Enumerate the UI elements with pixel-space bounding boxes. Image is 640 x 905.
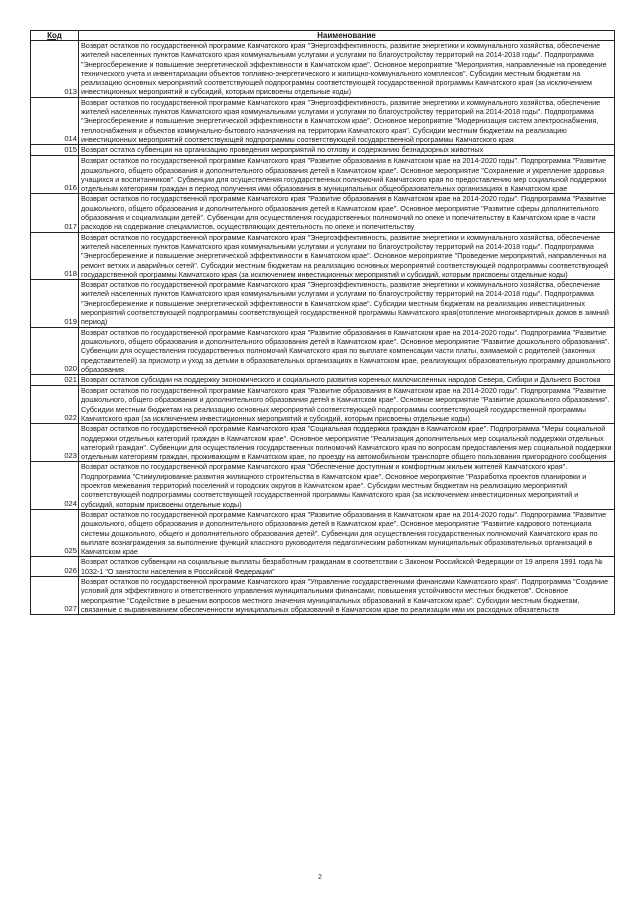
table-row	[31, 41, 615, 98]
table-row	[31, 232, 615, 279]
row-code: 025	[31, 509, 79, 556]
row-name: Возврат остатков по государственной программе Камчатского края "Обеспечение доступным и комфортным жильем жителей Камчатского края". Подпрограмма "Стимулирование развития жилищного строительства в Камчатском крае". Основное мероприятие "Разработка проектов планировки и проектов межевания территорий поселений и городских округов в Камчатском крае". Субсидии местным бюджетам на реализацию мероприятий соответствующей подпрограммы соответствующей государственной программы Камчатского края (за исключением инвестиционных мероприятий и субсидий, которым присвоены отдельные коды)	[79, 462, 615, 509]
codes-table	[30, 30, 615, 615]
row-code: 023	[31, 424, 79, 462]
row-code: 026	[31, 557, 79, 577]
row-name: Возврат остатков субсидии на поддержку экономического и социального развития коренных малочисленных народов Севера, Сибири и Дальнего Востока	[79, 375, 615, 386]
table-row	[31, 194, 615, 232]
table-row	[31, 280, 615, 327]
row-name: Возврат остатков по государственной программе Камчатского края "Развитие образования в Камчатском крае на 2014-2020 годы". Подпрограмма "Развитие дошкольного, общего образования и дополнительного образования детей в Камчатском крае". Основное мероприятие "Развитие дошкольного образования". Субвенции для осуществления государственных полномочий Камчатского края по выплате компенсации части платы, взимаемой с родителей (законных представителей) за присмотр и уход за детьми в образовательных организациях в Камчатском крае, реализующих образовательную программу дошкольного образования	[79, 327, 615, 374]
table-row	[31, 509, 615, 556]
column-header-code: Код	[31, 31, 79, 41]
row-name: Возврат остатков по государственной программе Камчатского края "Развитие образования в Камчатском крае на 2014-2020 годы". Подпрограмма "Развитие дошкольного, общего образования и дополнительного образования детей в Камчатском крае". Основное мероприятие "Развитие кадрового потенциала системы дошкольного, общего и дополнительного образования детей". Субвенции для осуществления государственных полномочий Камчатского края по выплате вознаграждения за выполнение функций классного руководителя педагогическим работникам муниципальных образовательных организаций в Камчатском крае	[79, 509, 615, 556]
row-code: 013	[31, 41, 79, 98]
row-name: Возврат остатков по государственной программе Камчатского края "Энергоэффективность, развитие энергетики и коммунального хозяйства, обеспечение жителей населенных пунктов Камчатского края коммунальными услугами и услугами по благоустройству территорий на 2014-2018 годы". Подпрограмма "Энергосбережение и повышение энергетической эффективности в Камчатском крае". Основное мероприятие "Мероприятия, направленные на проведение технического учета и инвентаризации объектов топливно-энергетического и жилищно-коммунального комплексов". Субсидии местным бюджетам на реализацию основных мероприятий соответствующей подпрограммы соответствующей государственной программы Камчатского края (за исключением инвестиционных мероприятий и субсидий, которым присвоены отдельные коды)	[79, 41, 615, 98]
row-code: 015	[31, 145, 79, 156]
row-code: 014	[31, 97, 79, 144]
table-row	[31, 577, 615, 615]
table-row	[31, 375, 615, 386]
row-name: Возврат остатков по государственной программе Камчатского края "Социальная поддержка граждан в Камчатском крае". Подпрограмма "Меры социальной поддержки отдельных категорий граждан в Камчатском крае". Основное мероприятие "Реализация дополнительных мер социальной поддержки отдельных категорий граждан". Субвенции для осуществления государственных полномочий Камчатского края по вопросам предоставления мер социальной поддержки отдельным категориям граждан, проживающим в Камчатском крае, по проезду на автомобильном транспорте общего пользования пригородного сообщения	[79, 424, 615, 462]
table-row	[31, 424, 615, 462]
row-name: Возврат остатков субвенции на социальные выплаты безработным гражданам в соответствии с Законом Российской Федерации от 19 апреля 1991 года № 1032-1 "О занятости населения в Российской Федерации"	[79, 557, 615, 577]
page-number: 2	[318, 874, 322, 881]
table-row	[31, 386, 615, 424]
table-row	[31, 327, 615, 374]
row-name: Возврат остатков по государственной программе Камчатского края "Развитие образования в Камчатском крае на 2014-2020 годы". Подпрограмма "Развитие дошкольного, общего образования и дополнительного образования детей в Камчатском крае". Основное мероприятие "Развитие дошкольного образования". Субсидии местным бюджетам на реализацию основных мероприятий соответствующей подпрограммы соответствующей государственной программы Камчатского края (за исключением инвестиционных мероприятий и субсидий, которым присвоены отдельные коды)	[79, 386, 615, 424]
table-row	[31, 97, 615, 144]
row-code: 022	[31, 386, 79, 424]
column-header-name: Наименование	[79, 31, 615, 41]
row-code: 016	[31, 156, 79, 194]
table-body	[31, 41, 615, 615]
row-name: Возврат остатков по государственной программе Камчатского края "Управление государственными финансами Камчатского края". Подпрограмма "Создание условий для эффективного и ответственного управления муниципальными финансами, повышения устойчивости местных бюджетов". Основное мероприятие "Содействие в решении вопросов местного значения муниципальных образований в Камчатском крае". Субсидии местным бюджетам, связанные с выравниванием обеспеченности муниципальных образований в Камчатском крае по реализации ими их расходных обязательств	[79, 577, 615, 615]
row-code: 017	[31, 194, 79, 232]
row-name: Возврат остатка субвенции на организацию проведения мероприятий по отлову и содержанию безнадзорных животных	[79, 145, 615, 156]
row-code: 027	[31, 577, 79, 615]
row-code: 019	[31, 280, 79, 327]
row-code: 024	[31, 462, 79, 509]
document-page	[30, 30, 615, 615]
row-name: Возврат остатков по государственной программе Камчатского края "Энергоэффективность, развитие энергетики и коммунального хозяйства, обеспечение жителей населенных пунктов Камчатского края коммунальными услугами и услугами по благоустройству территорий на 2014-2018 годы". Подпрограмма "Энергосбережение и повышение энергетической эффективности в Камчатском крае". Основное мероприятие "Проведение мероприятий, направленных на ремонт ветхих и аварийных сетей". Субсидии местным бюджетам на реализацию основных мероприятий соответствующей подпрограммы соответствующей государственной программы Камчатского края (за исключением инвестиционных мероприятий и субсидий, которым присвоены отдельные коды)	[79, 232, 615, 279]
row-code: 018	[31, 232, 79, 279]
row-name: Возврат остатков по государственной программе Камчатского края "Развитие образования в Камчатском крае на 2014-2020 годы". Подпрограмма "Развитие дошкольного, общего образования и дополнительного образования детей в Камчатском крае". Основное мероприятие "Сохранение и укрепление здоровья учащихся и воспитанников". Субвенции для осуществления государственных полномочий Камчатского края по предоставлению мер социальной поддержки отдельным категориям граждан в период получения ими образования в муниципальных общеобразовательных организациях в Камчатском крае	[79, 156, 615, 194]
row-name: Возврат остатков по государственной программе Камчатского края "Энергоэффективность, развитие энергетики и коммунального хозяйства, обеспечение жителей населенных пунктов Камчатского края коммунальными услугами и услугами по благоустройству территорий на 2014-2018 годы". Подпрограмма "Энергосбережение и повышение энергетической эффективности в Камчатском крае". Основное мероприятие "Модернизация систем электроснабжения, теплоснабжения и объектов коммунально-бытового назначения на территории Камчатского края". Субсидии местным бюджетам на реализацию инвестиционных мероприятий соответствующей подпрограммы соответствующей государственной программы Камчатского края	[79, 97, 615, 144]
row-code: 020	[31, 327, 79, 374]
row-code: 021	[31, 375, 79, 386]
row-name: Возврат остатков по государственной программе Камчатского края "Развитие образования в Камчатском крае на 2014-2020 годы". Подпрограмма "Развитие дошкольного, общего образования и дополнительного образования детей в Камчатском крае". Основное мероприятие "Развитие сферы дополнительного образования и социализации детей". Субвенции для осуществления государственных полномочий по опеке и попечительству в Камчатском крае в части расходов на содержание специалистов, осуществляющих деятельность по опеке и попечительству	[79, 194, 615, 232]
row-name: Возврат остатков по государственной программе Камчатского края "Энергоэффективность, развитие энергетики и коммунального хозяйства, обеспечение жителей населенных пунктов Камчатского края коммунальными услугами и услугами по благоустройству территорий на 2014-2018 годы". Подпрограмма "Энергосбережение и повышение энергетической эффективности в Камчатском крае". Субсидии местным бюджетам на реализацию инвестиционных мероприятий соответствующей подпрограммы соответствующей государственной программы Камчатского края(отопление многоквартирных домов в зимний период)	[79, 280, 615, 327]
table-row	[31, 462, 615, 509]
table-header-row	[31, 31, 615, 41]
table-row	[31, 145, 615, 156]
table-row	[31, 557, 615, 577]
table-row	[31, 156, 615, 194]
